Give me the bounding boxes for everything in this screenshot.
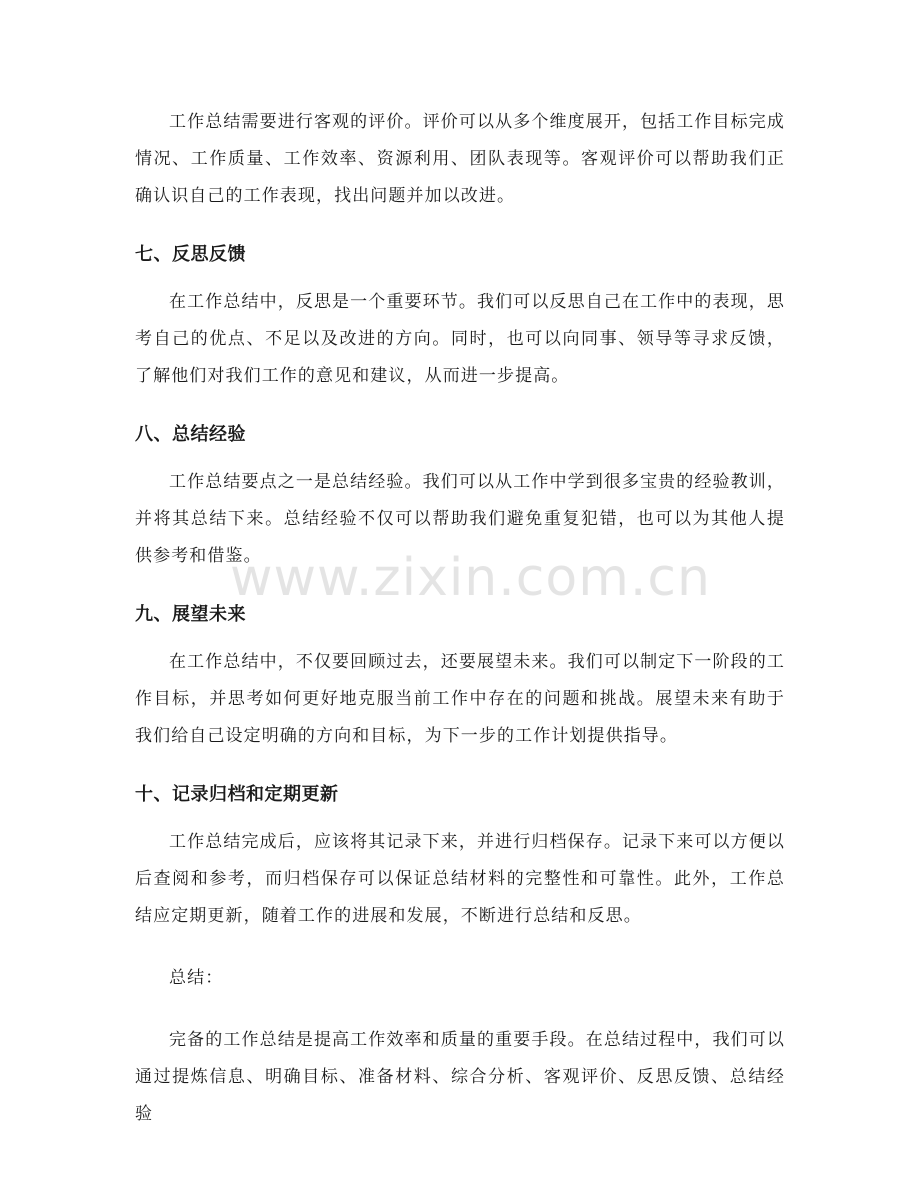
heading-section-9: 九、展望未来 <box>135 604 246 625</box>
document-body <box>135 104 785 1133</box>
heading-section-8: 八、总结经验 <box>135 424 246 445</box>
paragraph-section-8: 工作总结要点之一是总结经验。我们可以从工作中学到很多宝贵的经验教训，并将其总结下来。总结经验不仅可以帮助我们避免重复犯错，也可以为其他人提供参考和借鉴。 <box>135 472 785 566</box>
paragraph-section-10: 工作总结完成后，应该将其记录下来，并进行归档保存。记录下来可以方便以后查阅和参考，而归档保存可以保证总结材料的完整性和可靠性。此外，工作总结应定期更新，随着工作的进展和发展，不断进行总结和反思。 <box>135 832 785 926</box>
paragraph-summary: 完备的工作总结是提高工作效率和质量的重要手段。在总结过程中，我们可以通过提炼信息、明确目标、准备材料、综合分析、客观评价、反思反馈、总结经验 <box>135 1030 785 1124</box>
paragraph-section-9: 在工作总结中，不仅要回顾过去，还要展望未来。我们可以制定下一阶段的工作目标，并思考如何更好地克服当前工作中存在的问题和挑战。展望未来有助于我们给自己设定明确的方向和目标，为下一步的工作计划提供指导。 <box>135 652 785 746</box>
paragraph-evaluation: 工作总结需要进行客观的评价。评价可以从多个维度展开，包括工作目标完成情况、工作质量、工作效率、资源利用、团队表现等。客观评价可以帮助我们正确认识自己的工作表现，找出问题并加以改进。 <box>135 112 785 206</box>
paragraph-section-7: 在工作总结中，反思是一个重要环节。我们可以反思自己在工作中的表现，思考自己的优点、不足以及改进的方向。同时，也可以向同事、领导等寻求反馈，了解他们对我们工作的意见和建议，从而进一步提高。 <box>135 292 785 386</box>
heading-section-7: 七、反思反馈 <box>135 244 246 265</box>
heading-section-10: 十、记录归档和定期更新 <box>135 784 339 805</box>
watermark: www.zixin.com.cn <box>230 548 711 608</box>
summary-label: 总结： <box>169 968 224 988</box>
